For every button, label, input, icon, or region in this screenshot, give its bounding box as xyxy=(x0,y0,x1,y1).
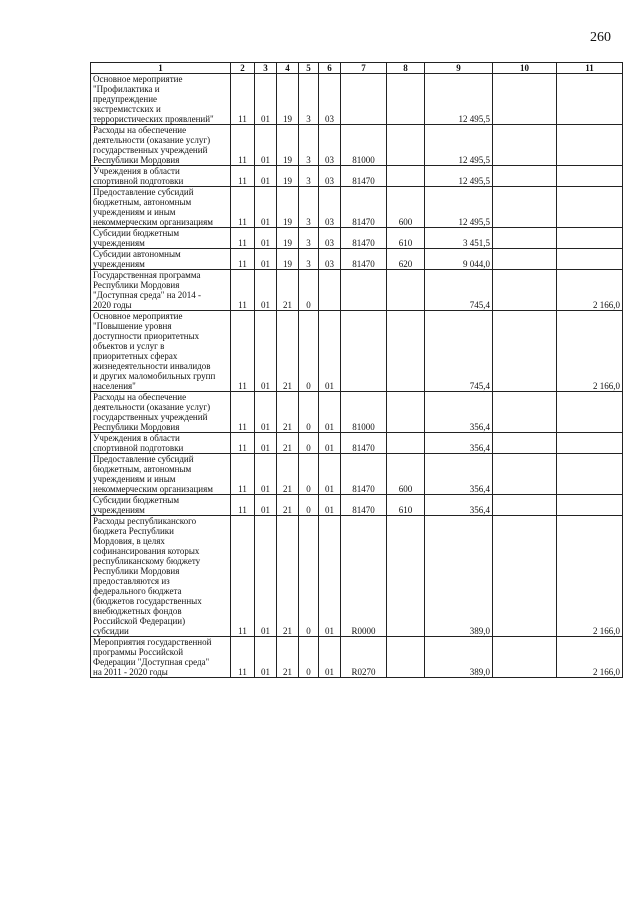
cell-c4: 21 xyxy=(277,637,299,678)
table-row xyxy=(91,228,623,249)
cell-c10 xyxy=(493,249,557,270)
cell-name: Основное мероприятие "Повышение уровня доступности приоритетных объектов и услуг в приоритетных сферах жизнедеятельности инвалидов и других маломобильных групп населения" xyxy=(91,311,231,392)
cell-c7 xyxy=(341,270,387,311)
cell-c4: 19 xyxy=(277,187,299,228)
cell-c6: 01 xyxy=(319,433,341,454)
cell-c6: 01 xyxy=(319,637,341,678)
cell-c10 xyxy=(493,495,557,516)
cell-c6 xyxy=(319,270,341,311)
cell-c6: 03 xyxy=(319,249,341,270)
cell-c7: 81470 xyxy=(341,433,387,454)
cell-c5: 0 xyxy=(299,392,319,433)
cell-c11 xyxy=(557,74,623,125)
cell-c3: 01 xyxy=(255,433,277,454)
cell-c4: 21 xyxy=(277,392,299,433)
cell-c3: 01 xyxy=(255,392,277,433)
cell-c4: 19 xyxy=(277,74,299,125)
cell-c6: 01 xyxy=(319,516,341,637)
cell-c8 xyxy=(387,125,425,166)
cell-c8 xyxy=(387,74,425,125)
cell-name: Государственная программа Республики Мордовия "Доступная среда" на 2014 - 2020 годы xyxy=(91,270,231,311)
cell-c2: 11 xyxy=(231,249,255,270)
cell-c6: 03 xyxy=(319,228,341,249)
table-row xyxy=(91,495,623,516)
table-body xyxy=(91,74,623,678)
cell-c7: 81470 xyxy=(341,228,387,249)
cell-name: Учреждения в области спортивной подготовки xyxy=(91,166,231,187)
cell-c8: 620 xyxy=(387,249,425,270)
cell-c11 xyxy=(557,125,623,166)
cell-name: Мероприятия государственной программы Российской Федерации "Доступная среда" на 2011 - 2020 годы xyxy=(91,637,231,678)
cell-name: Субсидии бюджетным учреждениям xyxy=(91,228,231,249)
cell-name: Учреждения в области спортивной подготовки xyxy=(91,433,231,454)
cell-c5: 3 xyxy=(299,125,319,166)
cell-name: Предоставление субсидий бюджетным, автономным учреждениям и иным некоммерческим организациям xyxy=(91,454,231,495)
cell-c11 xyxy=(557,454,623,495)
cell-c7: R0270 xyxy=(341,637,387,678)
cell-c3: 01 xyxy=(255,637,277,678)
cell-c11 xyxy=(557,433,623,454)
page-number: 260 xyxy=(590,30,611,45)
cell-name: Расходы на обеспечение деятельности (оказание услуг) государственных учреждений Республики Мордовия xyxy=(91,125,231,166)
cell-c10 xyxy=(493,228,557,249)
cell-c3: 01 xyxy=(255,249,277,270)
cell-c8 xyxy=(387,166,425,187)
cell-c5: 0 xyxy=(299,516,319,637)
cell-c5: 3 xyxy=(299,74,319,125)
cell-c6: 03 xyxy=(319,74,341,125)
cell-c8 xyxy=(387,392,425,433)
cell-c5: 3 xyxy=(299,166,319,187)
cell-name: Субсидии автономным учреждениям xyxy=(91,249,231,270)
cell-c9: 356,4 xyxy=(425,454,493,495)
cell-c2: 11 xyxy=(231,228,255,249)
cell-c9: 745,4 xyxy=(425,270,493,311)
cell-c11 xyxy=(557,166,623,187)
cell-c7: 81000 xyxy=(341,392,387,433)
cell-c9: 12 495,5 xyxy=(425,166,493,187)
cell-c10 xyxy=(493,392,557,433)
cell-c7: 81470 xyxy=(341,495,387,516)
cell-c2: 11 xyxy=(231,392,255,433)
cell-c4: 21 xyxy=(277,495,299,516)
cell-c7: R0000 xyxy=(341,516,387,637)
cell-c8 xyxy=(387,270,425,311)
cell-c4: 21 xyxy=(277,270,299,311)
cell-c10 xyxy=(493,516,557,637)
table-row xyxy=(91,433,623,454)
cell-c5: 0 xyxy=(299,311,319,392)
cell-c4: 21 xyxy=(277,516,299,637)
cell-c5: 3 xyxy=(299,228,319,249)
cell-c2: 11 xyxy=(231,516,255,637)
cell-c6: 01 xyxy=(319,495,341,516)
cell-c9: 389,0 xyxy=(425,516,493,637)
cell-c2: 11 xyxy=(231,433,255,454)
col-header-6: 6 xyxy=(319,63,341,74)
cell-c4: 19 xyxy=(277,228,299,249)
cell-name: Субсидии бюджетным учреждениям xyxy=(91,495,231,516)
cell-c6: 01 xyxy=(319,392,341,433)
table-row xyxy=(91,311,623,392)
col-header-10: 10 xyxy=(493,63,557,74)
cell-c10 xyxy=(493,454,557,495)
cell-c11 xyxy=(557,392,623,433)
cell-name: Основное мероприятие "Профилактика и предупреждение экстремистских и террористических проявлений" xyxy=(91,74,231,125)
cell-c9: 12 495,5 xyxy=(425,125,493,166)
cell-c10 xyxy=(493,74,557,125)
table-row xyxy=(91,454,623,495)
cell-c6: 01 xyxy=(319,311,341,392)
cell-c11 xyxy=(557,495,623,516)
col-header-1: 1 xyxy=(91,63,231,74)
col-header-3: 3 xyxy=(255,63,277,74)
col-header-7: 7 xyxy=(341,63,387,74)
cell-c5: 0 xyxy=(299,454,319,495)
cell-c6: 01 xyxy=(319,454,341,495)
cell-c7: 81470 xyxy=(341,454,387,495)
cell-c8: 610 xyxy=(387,228,425,249)
cell-c5: 0 xyxy=(299,433,319,454)
cell-c9: 389,0 xyxy=(425,637,493,678)
cell-c8 xyxy=(387,637,425,678)
cell-c8 xyxy=(387,516,425,637)
cell-c8: 600 xyxy=(387,187,425,228)
cell-c4: 19 xyxy=(277,249,299,270)
cell-c11 xyxy=(557,187,623,228)
cell-c3: 01 xyxy=(255,495,277,516)
table-row xyxy=(91,270,623,311)
cell-c11: 2 166,0 xyxy=(557,270,623,311)
cell-c4: 21 xyxy=(277,454,299,495)
cell-c2: 11 xyxy=(231,637,255,678)
cell-c3: 01 xyxy=(255,311,277,392)
cell-c2: 11 xyxy=(231,74,255,125)
cell-c3: 01 xyxy=(255,166,277,187)
cell-c9: 9 044,0 xyxy=(425,249,493,270)
cell-c2: 11 xyxy=(231,166,255,187)
cell-c10 xyxy=(493,637,557,678)
cell-c5: 0 xyxy=(299,495,319,516)
cell-c9: 745,4 xyxy=(425,311,493,392)
cell-c11: 2 166,0 xyxy=(557,637,623,678)
cell-c3: 01 xyxy=(255,270,277,311)
cell-c4: 21 xyxy=(277,433,299,454)
cell-c10 xyxy=(493,187,557,228)
table-row xyxy=(91,516,623,637)
cell-c9: 12 495,5 xyxy=(425,74,493,125)
cell-c9: 356,4 xyxy=(425,392,493,433)
cell-c2: 11 xyxy=(231,125,255,166)
col-header-9: 9 xyxy=(425,63,493,74)
table-row xyxy=(91,392,623,433)
cell-c4: 19 xyxy=(277,166,299,187)
cell-c11: 2 166,0 xyxy=(557,311,623,392)
cell-c11 xyxy=(557,228,623,249)
cell-c6: 03 xyxy=(319,187,341,228)
cell-c3: 01 xyxy=(255,187,277,228)
col-header-11: 11 xyxy=(557,63,623,74)
col-header-8: 8 xyxy=(387,63,425,74)
cell-c3: 01 xyxy=(255,228,277,249)
table-row xyxy=(91,166,623,187)
cell-c11 xyxy=(557,249,623,270)
cell-c3: 01 xyxy=(255,74,277,125)
cell-c7 xyxy=(341,311,387,392)
cell-c5: 0 xyxy=(299,637,319,678)
cell-c5: 3 xyxy=(299,187,319,228)
cell-c2: 11 xyxy=(231,495,255,516)
col-header-2: 2 xyxy=(231,63,255,74)
cell-c9: 12 495,5 xyxy=(425,187,493,228)
cell-c2: 11 xyxy=(231,187,255,228)
cell-c3: 01 xyxy=(255,125,277,166)
cell-c7: 81470 xyxy=(341,249,387,270)
cell-c6: 03 xyxy=(319,125,341,166)
cell-c9: 356,4 xyxy=(425,495,493,516)
table-row xyxy=(91,249,623,270)
table-row xyxy=(91,125,623,166)
cell-c7: 81470 xyxy=(341,187,387,228)
col-header-5: 5 xyxy=(299,63,319,74)
cell-c3: 01 xyxy=(255,454,277,495)
cell-name: Расходы на обеспечение деятельности (оказание услуг) государственных учреждений Республики Мордовия xyxy=(91,392,231,433)
cell-c9: 3 451,5 xyxy=(425,228,493,249)
cell-c5: 0 xyxy=(299,270,319,311)
cell-c5: 3 xyxy=(299,249,319,270)
cell-name: Предоставление субсидий бюджетным, автономным учреждениям и иным некоммерческим организациям xyxy=(91,187,231,228)
cell-c2: 11 xyxy=(231,270,255,311)
table-row xyxy=(91,187,623,228)
cell-c2: 11 xyxy=(231,311,255,392)
cell-c4: 21 xyxy=(277,311,299,392)
col-header-4: 4 xyxy=(277,63,299,74)
cell-name: Расходы республиканского бюджета Республики Мордовия, в целях софинансирования которых республиканскому бюджету Республики Мордовия предоставляются из федерального бюджета (бюджетов государственных внебюджетных фондов Российской Федерации) субсидии xyxy=(91,516,231,637)
cell-c7: 81000 xyxy=(341,125,387,166)
header-row xyxy=(91,63,623,74)
table-row xyxy=(91,74,623,125)
cell-c3: 01 xyxy=(255,516,277,637)
cell-c7: 81470 xyxy=(341,166,387,187)
cell-c8 xyxy=(387,311,425,392)
cell-c10 xyxy=(493,311,557,392)
cell-c9: 356,4 xyxy=(425,433,493,454)
cell-c10 xyxy=(493,270,557,311)
cell-c10 xyxy=(493,166,557,187)
cell-c4: 19 xyxy=(277,125,299,166)
cell-c2: 11 xyxy=(231,454,255,495)
cell-c7 xyxy=(341,74,387,125)
cell-c10 xyxy=(493,125,557,166)
cell-c11: 2 166,0 xyxy=(557,516,623,637)
cell-c10 xyxy=(493,433,557,454)
cell-c6: 03 xyxy=(319,166,341,187)
cell-c8 xyxy=(387,433,425,454)
budget-table xyxy=(90,62,623,678)
table-row xyxy=(91,637,623,678)
cell-c8: 610 xyxy=(387,495,425,516)
cell-c8: 600 xyxy=(387,454,425,495)
